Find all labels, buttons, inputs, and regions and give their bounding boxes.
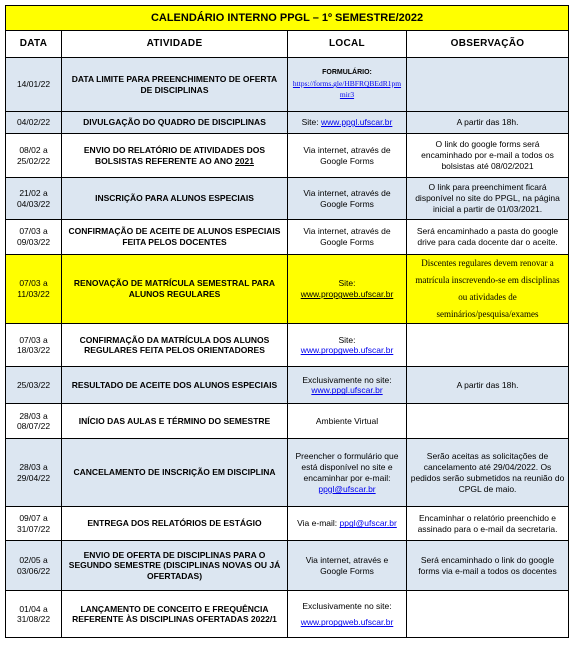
header-observation: OBSERVAÇÃO — [407, 31, 569, 58]
site-link[interactable]: www.ppgl.ufscar.br — [321, 117, 393, 128]
table-row — [6, 541, 569, 591]
row-activity: CANCELAMENTO DE INSCRIÇÃO EM DISCIPLINA — [62, 439, 288, 507]
row-activity: INSCRIÇÃO PARA ALUNOS ESPECIAIS — [62, 178, 288, 220]
row-observation: O link para preenchiment ficará disponível no site do PPGL, na página inicial a partir de 01/03/2021. — [407, 178, 569, 220]
table-row — [6, 367, 569, 404]
row-activity — [62, 134, 288, 178]
row-date: 01/04 a 31/08/22 — [6, 591, 62, 638]
calendar-table — [5, 5, 569, 638]
row-location — [288, 591, 407, 638]
activity-year: 2021 — [235, 155, 254, 166]
row-observation: Serão aceitas as solicitações de cancelamento até 29/04/2022. Os pedidos serão submetidos na reunião do CPGL de maio. — [407, 439, 569, 507]
row-observation: O link do google forms será encaminhado por e-mail a todos os bolsistas até 08/02/2021 — [407, 134, 569, 178]
table-row — [6, 324, 569, 367]
row-location — [288, 58, 407, 112]
row-date: 07/03 a 18/03/22 — [6, 324, 62, 367]
header-date: DATA — [6, 31, 62, 58]
header-location: LOCAL — [288, 31, 407, 58]
location-label: Site: — [338, 334, 356, 345]
site-link[interactable]: www.ppgl.ufscar.br — [311, 385, 383, 396]
row-observation — [407, 324, 569, 367]
row-observation: Será encaminhado a pasta do google drive para cada docente dar o aceite. — [407, 220, 569, 255]
header-activity: ATIVIDADE — [62, 31, 288, 58]
location-label: FORMULÁRIO: — [322, 69, 372, 77]
row-observation — [407, 58, 569, 112]
email-link[interactable]: ppgl@ufscar.br — [318, 483, 376, 494]
row-observation: Discentes regulares devem renovar a matrícula inscrevendo-se em disciplinas ou atividades de seminários/pesquisa/exames — [407, 255, 569, 324]
row-date: 08/02 a 25/02/22 — [6, 134, 62, 178]
row-date: 25/03/22 — [6, 367, 62, 404]
row-observation — [407, 404, 569, 439]
calendar-title: CALENDÁRIO INTERNO PPGL – 1º SEMESTRE/2022 — [6, 6, 569, 31]
row-activity: CONFIRMAÇÃO DE ACEITE DE ALUNOS ESPECIAIS FEITA PELOS DOCENTES — [62, 220, 288, 255]
form-link[interactable]: https://forms.gle/HBFRQBEdR1pmmir3 — [292, 79, 402, 99]
row-observation: Encaminhar o relatório preenchido e assinado para o e-mail da secretaria. — [407, 507, 569, 541]
row-activity: CONFIRMAÇÃO DA MATRÍCULA DOS ALUNOS REGULARES FEITA PELOS ORIENTADORES — [62, 324, 288, 367]
location-label: Preencher o formulário que está disponível no site e encaminhar por e-mail: — [295, 451, 399, 483]
row-date: 21/02 a 04/03/22 — [6, 178, 62, 220]
row-date: 07/03 a 11/03/22 — [6, 255, 62, 324]
row-activity: ENVIO DE OFERTA DE DISCIPLINAS PARA O SEGUNDO SEMESTRE (DISCIPLINAS NOVAS OU JÁ OFERTADAS) — [62, 541, 288, 591]
site-link[interactable]: www.propgweb.ufscar.br — [300, 617, 394, 628]
row-location: Via internet, através de Google Forms — [288, 134, 407, 178]
table-row — [6, 178, 569, 220]
row-date: 28/03 a 08/07/22 — [6, 404, 62, 439]
row-location: Via internet, através e Google Forms — [288, 541, 407, 591]
row-date: 14/01/22 — [6, 58, 62, 112]
row-location — [288, 255, 407, 324]
location-label: Exclusivamente no site: — [302, 600, 392, 611]
activity-text: ENVIO DO RELATÓRIO DE ATIVIDADES DOS BOLSISTAS REFERENTE AO ANO — [83, 144, 266, 166]
row-location: Ambiente Virtual — [288, 404, 407, 439]
row-observation — [407, 591, 569, 638]
row-location: Via internet, através de Google Forms — [288, 178, 407, 220]
row-activity: RESULTADO DE ACEITE DOS ALUNOS ESPECIAIS — [62, 367, 288, 404]
row-observation: A partir das 18h. — [407, 112, 569, 134]
title-row — [6, 6, 569, 31]
row-date: 02/05 a 03/06/22 — [6, 541, 62, 591]
row-date: 28/03 a 29/04/22 — [6, 439, 62, 507]
row-observation: A partir das 18h. — [407, 367, 569, 404]
location-label: Exclusivamente no site: — [302, 374, 392, 385]
table-row — [6, 134, 569, 178]
site-link[interactable]: www.propgweb.ufscar.br — [300, 289, 394, 300]
table-row — [6, 112, 569, 134]
row-location — [288, 112, 407, 134]
row-observation: Será encaminhado o link do google forms via e-mail a todos os docentes — [407, 541, 569, 591]
table-row — [6, 439, 569, 507]
row-date: 09/07 a 31/07/22 — [6, 507, 62, 541]
row-location — [288, 367, 407, 404]
row-location — [288, 439, 407, 507]
row-location — [288, 507, 407, 541]
row-activity: INÍCIO DAS AULAS E TÉRMINO DO SEMESTRE — [62, 404, 288, 439]
row-activity: LANÇAMENTO DE CONCEITO E FREQUÊNCIA REFERENTE ÀS DISCIPLINAS OFERTADAS 2022/1 — [62, 591, 288, 638]
location-label: Site: — [301, 117, 319, 128]
row-date: 07/03 a 09/03/22 — [6, 220, 62, 255]
site-link[interactable]: www.propgweb.ufscar.br — [300, 345, 394, 356]
table-row — [6, 58, 569, 112]
table-row — [6, 255, 569, 324]
table-row — [6, 404, 569, 439]
location-label: Via e-mail: — [297, 518, 338, 529]
row-location — [288, 324, 407, 367]
header-row — [6, 31, 569, 58]
table-row — [6, 220, 569, 255]
table-row — [6, 507, 569, 541]
row-activity: DATA LIMITE PARA PREENCHIMENTO DE OFERTA DE DISCIPLINAS — [62, 58, 288, 112]
location-label: Site: — [338, 278, 356, 289]
table-row — [6, 591, 569, 638]
row-activity: DIVULGAÇÃO DO QUADRO DE DISCIPLINAS — [62, 112, 288, 134]
row-date: 04/02/22 — [6, 112, 62, 134]
row-activity: ENTREGA DOS RELATÓRIOS DE ESTÁGIO — [62, 507, 288, 541]
row-activity: RENOVAÇÃO DE MATRÍCULA SEMESTRAL PARA ALUNOS REGULARES — [62, 255, 288, 324]
email-link[interactable]: ppgl@ufscar.br — [339, 518, 397, 529]
row-location: Via internet, através de Google Forms — [288, 220, 407, 255]
